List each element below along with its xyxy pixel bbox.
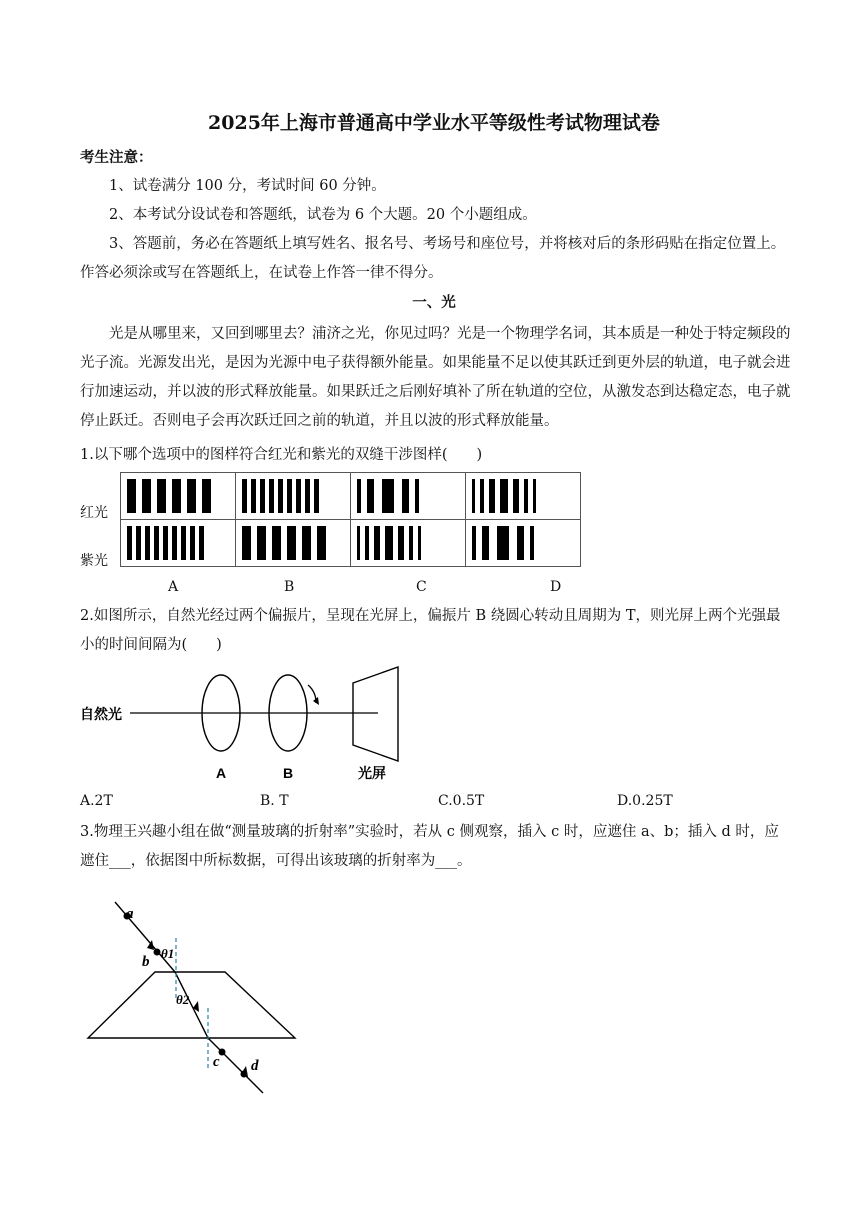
q2-option-a: A.2T bbox=[80, 793, 113, 809]
notice-item-1: 1、试卷满分 100 分，考试时间 60 分钟。 bbox=[109, 178, 386, 194]
question-2-text: 2.如图所示，自然光经过两个偏振片，呈现在光屏上，偏振片 B 绕圆心转动且周期为 T，则光屏上两个光强最小的时间间隔为( ) bbox=[80, 608, 781, 653]
label-b: b bbox=[142, 954, 150, 970]
option-b-label: B bbox=[284, 579, 295, 595]
option-c-label: C bbox=[416, 579, 427, 595]
pattern-b-violet bbox=[236, 520, 351, 567]
pin-d bbox=[241, 1071, 248, 1078]
label-c: c bbox=[213, 1054, 220, 1070]
polarizer-diagram bbox=[78, 665, 418, 785]
notice-item-3: 3、答题前，务必在答题纸上填写姓名、报名号、考场号和座位号，并将核对后的条形码贴在指定位置上。作答必须涂或写在答题纸上，在试卷上作答一律不得分。 bbox=[80, 236, 786, 281]
screen-label: 光屏 bbox=[358, 765, 386, 781]
q2-option-c: C.0.5T bbox=[438, 793, 485, 809]
label-a: a bbox=[126, 906, 134, 922]
pattern-d-violet bbox=[466, 520, 581, 567]
option-a-label: A bbox=[168, 579, 179, 595]
section-title: 一、光 bbox=[412, 294, 456, 311]
option-d-label: D bbox=[550, 579, 562, 595]
pattern-b-red bbox=[236, 473, 351, 520]
row-label-violet: 紫光 bbox=[80, 553, 108, 569]
question-1-text: 1.以下哪个选项中的图样符合红光和紫光的双缝干涉图样( ) bbox=[80, 447, 483, 463]
label-theta2: θ2 bbox=[176, 992, 190, 1007]
refraction-diagram bbox=[80, 900, 310, 1100]
label-theta1: θ1 bbox=[161, 946, 175, 961]
label-d: d bbox=[251, 1058, 259, 1074]
pattern-a-violet bbox=[121, 520, 236, 567]
interference-pattern-table bbox=[120, 472, 581, 567]
pattern-c-violet bbox=[351, 520, 466, 567]
page-title: 2025年上海市普通高中学业水平等级性考试物理试卷 bbox=[208, 112, 660, 134]
section-intro: 光是从哪里来，又回到哪里去？浦济之光，你见过吗？光是一个物理学名词，其本质是一种处于特定频段的光子流。光源发出光，是因为光源中电子获得额外能量。如果能量不足以使其跃迁到更外层的轨道，电子就会进行加速运动，并以波的形式释放能量。如果跃迁之后刚好填补了所在轨道的空位，从激发态到达稳定态，电子就停止跃迁。否则电子会再次跃迁回之前的轨道，并且以波的形式释放能量。 bbox=[80, 326, 791, 429]
row-label-red: 红光 bbox=[80, 505, 108, 521]
q2-option-b: B. T bbox=[260, 793, 289, 809]
pattern-d-red bbox=[466, 473, 581, 520]
pin-b bbox=[154, 949, 161, 956]
q2-option-d: D.0.25T bbox=[617, 793, 673, 809]
label-b: B bbox=[283, 765, 294, 781]
pattern-c-red bbox=[351, 473, 466, 520]
natural-light-label: 自然光 bbox=[80, 706, 122, 722]
notice-heading: 考生注意： bbox=[80, 149, 153, 166]
light-screen bbox=[353, 667, 398, 761]
question-3-text: 3.物理王兴趣小组在做“测量玻璃的折射率”实验时，若从 c 侧观察，插入 c 时，应遮住 a、b；插入 d 时，应遮住___，依据图中所标数据，可得出该玻璃的折射率为___。 bbox=[80, 824, 779, 869]
pattern-a-red bbox=[121, 473, 236, 520]
label-a: A bbox=[216, 765, 227, 781]
notice-item-2: 2、本考试分设试卷和答题纸，试卷为 6 个大题。20 个小题组成。 bbox=[109, 207, 537, 223]
